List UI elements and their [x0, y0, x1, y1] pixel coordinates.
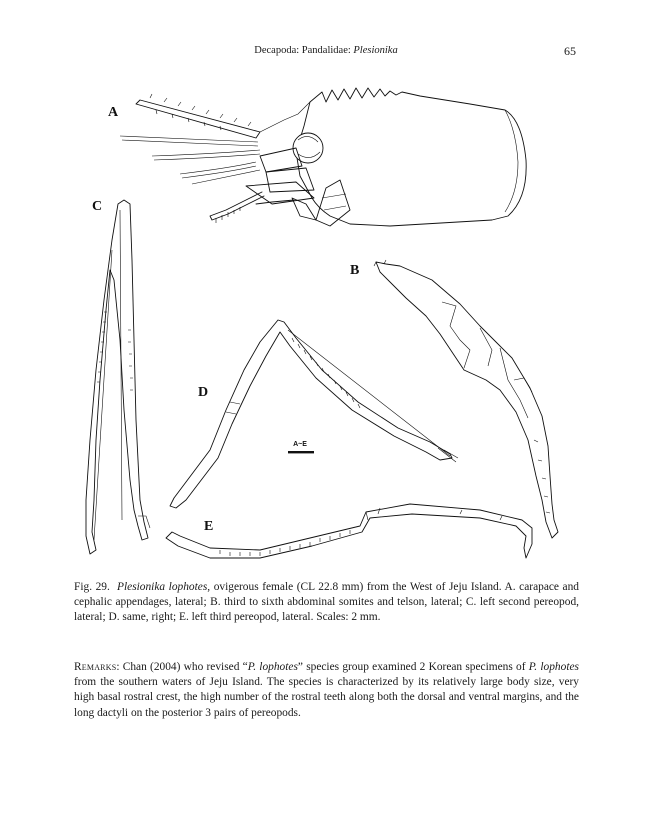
- drawing-e-pereopod-third: [166, 504, 532, 558]
- drawing-a-carapace: [120, 88, 526, 226]
- caption-fig-number: Fig. 29.: [74, 581, 110, 593]
- remarks-paragraph: [74, 660, 579, 721]
- panel-label-d: D: [198, 385, 209, 400]
- scale-bar-line: [288, 451, 314, 453]
- remarks-species-b: P. lophotes: [528, 661, 579, 673]
- remarks-part-1: : Chan (2004) who revised “: [116, 661, 248, 673]
- figure-29: [60, 80, 592, 570]
- figure-caption: [74, 580, 579, 625]
- page-number: 65: [564, 44, 576, 58]
- remarks-part-3: from the southern waters of Jeju Island. The species is characterized by its relatively large body size, very high basal rostral crest, the high number of the rostral teeth along both the dorsal and ventral margins, and the long dactyli on the posterior 3 pairs of pereopods.: [74, 676, 579, 719]
- caption-species: Plesionika lophotes: [117, 581, 208, 593]
- running-title-text: Decapoda: Pandalidae:: [254, 45, 354, 56]
- scale-bar-label: A~E: [293, 441, 307, 448]
- drawing-d-pereopod-right: [170, 320, 458, 508]
- panel-label-e: E: [204, 519, 214, 534]
- running-title: [0, 45, 652, 56]
- caption-text: , ovigerous female (CL 22.8 mm) from the West of Jeju Island. A. carapace and cephalic appendages, lateral; B. third to sixth abdominal somites and telson, lateral; C. left second pereopod, lateral; D. same, right; E. left third pereopod, lateral. Scales: 2 mm.: [74, 581, 580, 623]
- drawing-c-pereopod-left: [86, 200, 150, 554]
- running-title-genus: Plesionika: [353, 45, 398, 56]
- remarks-species-a: P. lophotes: [247, 661, 298, 673]
- running-head: [0, 44, 652, 60]
- drawing-b-abdomen-telson: [374, 260, 558, 538]
- remarks-heading: Remarks: [74, 661, 117, 673]
- panel-label-a: A: [108, 105, 119, 120]
- figure-drawing: [60, 80, 592, 570]
- panel-label-c: C: [92, 199, 103, 214]
- scale-bar: [288, 441, 314, 453]
- panel-label-b: B: [350, 263, 360, 278]
- remarks-part-2: ” species group examined 2 Korean specimens of: [297, 661, 529, 673]
